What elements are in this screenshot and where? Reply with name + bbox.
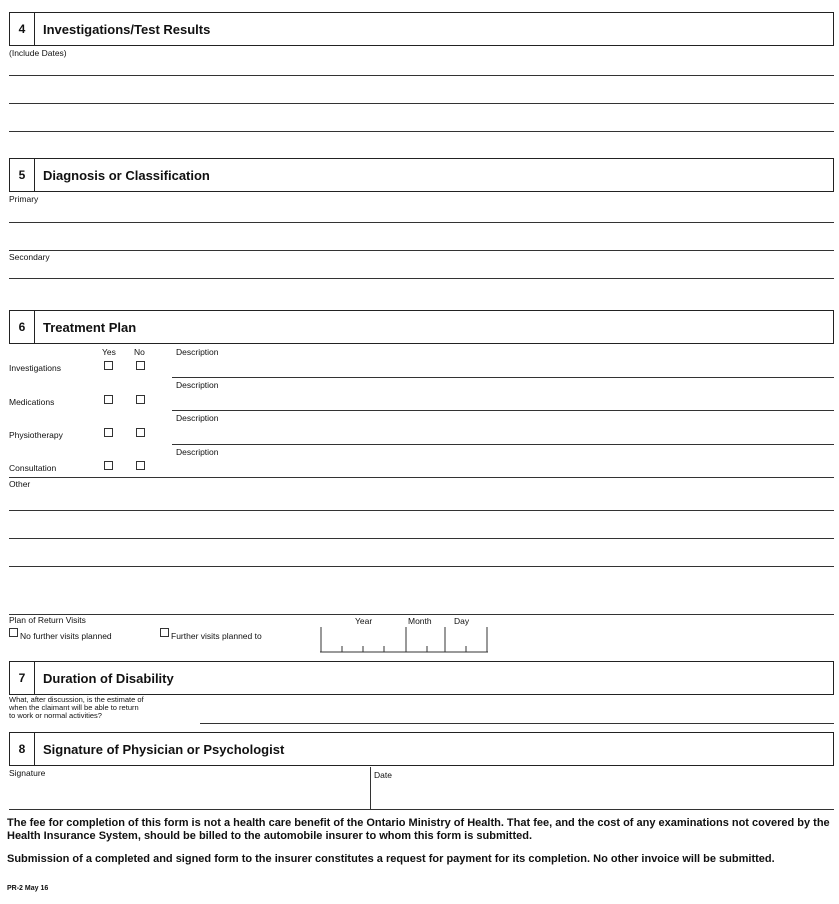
investigations-description-line[interactable] <box>172 377 834 378</box>
duration-answer-line[interactable] <box>200 723 834 724</box>
physiotherapy-description-line[interactable] <box>172 444 834 445</box>
section-title: Investigations/Test Results <box>43 21 211 37</box>
no-further-visits-checkbox[interactable] <box>9 628 18 637</box>
signature-bottom-line <box>9 809 834 810</box>
consultation-description-label: Description <box>176 447 219 457</box>
duration-question-line-1: What, after discussion, is the estimate of <box>9 695 144 704</box>
other-line-4[interactable] <box>9 614 834 615</box>
section-number: 4 <box>10 13 35 45</box>
consultation-label: Consultation <box>9 463 57 473</box>
investigations-yes-checkbox[interactable] <box>104 361 113 370</box>
section-title: Duration of Disability <box>43 670 174 686</box>
consultation-no-checkbox[interactable] <box>136 461 145 470</box>
no-further-visits-label: No further visits planned <box>20 631 112 641</box>
other-line-2[interactable] <box>9 538 834 539</box>
include-dates-note: (Include Dates) <box>9 48 67 58</box>
submission-notice: Submission of a completed and signed form to the insurer constitutes a request for payment for its completion. No other invoice will be submitted. <box>7 853 775 865</box>
section-title: Diagnosis or Classification <box>43 167 210 183</box>
return-visit-date-field[interactable] <box>320 627 488 653</box>
yes-column-header: Yes <box>102 347 116 357</box>
medications-yes-checkbox[interactable] <box>104 395 113 404</box>
duration-question-line-3: to work or normal activities? <box>9 711 102 720</box>
primary-label: Primary <box>9 194 39 204</box>
section-number: 6 <box>10 311 35 343</box>
signature-label: Signature <box>9 768 46 778</box>
section-title: Signature of Physician or Psychologist <box>43 741 285 757</box>
other-line-1[interactable] <box>9 510 834 511</box>
secondary-line-1[interactable] <box>9 278 834 279</box>
secondary-label: Secondary <box>9 252 50 262</box>
section-title: Treatment Plan <box>43 319 137 335</box>
section-6-header <box>9 310 834 344</box>
year-label: Year <box>355 616 373 626</box>
duration-question-line-2: when the claimant will be able to return <box>9 703 139 712</box>
section-number: 7 <box>10 662 35 694</box>
further-visits-label: Further visits planned to <box>171 631 262 641</box>
month-label: Month <box>408 616 432 626</box>
other-line-3[interactable] <box>9 566 834 567</box>
description-header: Description <box>176 347 219 357</box>
physiotherapy-no-checkbox[interactable] <box>136 428 145 437</box>
further-visits-checkbox[interactable] <box>160 628 169 637</box>
day-label: Day <box>454 616 470 626</box>
signature-field[interactable] <box>9 778 367 808</box>
date-field-ticks <box>320 627 488 653</box>
consultation-description-line <box>9 477 834 478</box>
medications-description-line[interactable] <box>172 410 834 411</box>
primary-line-2[interactable] <box>9 250 834 251</box>
section-5-header <box>9 158 834 192</box>
no-column-header: No <box>134 347 145 357</box>
physiotherapy-description-label: Description <box>176 413 219 423</box>
medications-no-checkbox[interactable] <box>136 395 145 404</box>
test-results-line-1[interactable] <box>9 75 834 76</box>
other-label: Other <box>9 479 31 489</box>
section-number: 5 <box>10 159 35 191</box>
physiotherapy-label: Physiotherapy <box>9 430 63 440</box>
primary-line-1[interactable] <box>9 222 834 223</box>
investigations-no-checkbox[interactable] <box>136 361 145 370</box>
test-results-line-3[interactable] <box>9 131 834 132</box>
physiotherapy-yes-checkbox[interactable] <box>104 428 113 437</box>
medications-label: Medications <box>9 397 55 407</box>
section-8-header <box>9 732 834 766</box>
fee-notice: The fee for completion of this form is not a health care benefit of the Ontario Ministry of Health. That fee, and the cost of any examinations not covered by the Health Insurance System, should be billed to the automobile insurer to whom this form is submitted. <box>7 817 830 842</box>
consultation-yes-checkbox[interactable] <box>104 461 113 470</box>
signature-date-divider <box>370 767 371 809</box>
section-7-header <box>9 661 834 695</box>
medications-description-label: Description <box>176 380 219 390</box>
date-field[interactable] <box>374 782 830 808</box>
section-4-header <box>9 12 834 46</box>
form-code: PR-2 May 16 <box>7 885 49 892</box>
date-label: Date <box>374 770 392 780</box>
investigations-label: Investigations <box>9 363 61 373</box>
section-number: 8 <box>10 733 35 765</box>
plan-of-return-visits-label: Plan of Return Visits <box>9 615 86 625</box>
test-results-line-2[interactable] <box>9 103 834 104</box>
